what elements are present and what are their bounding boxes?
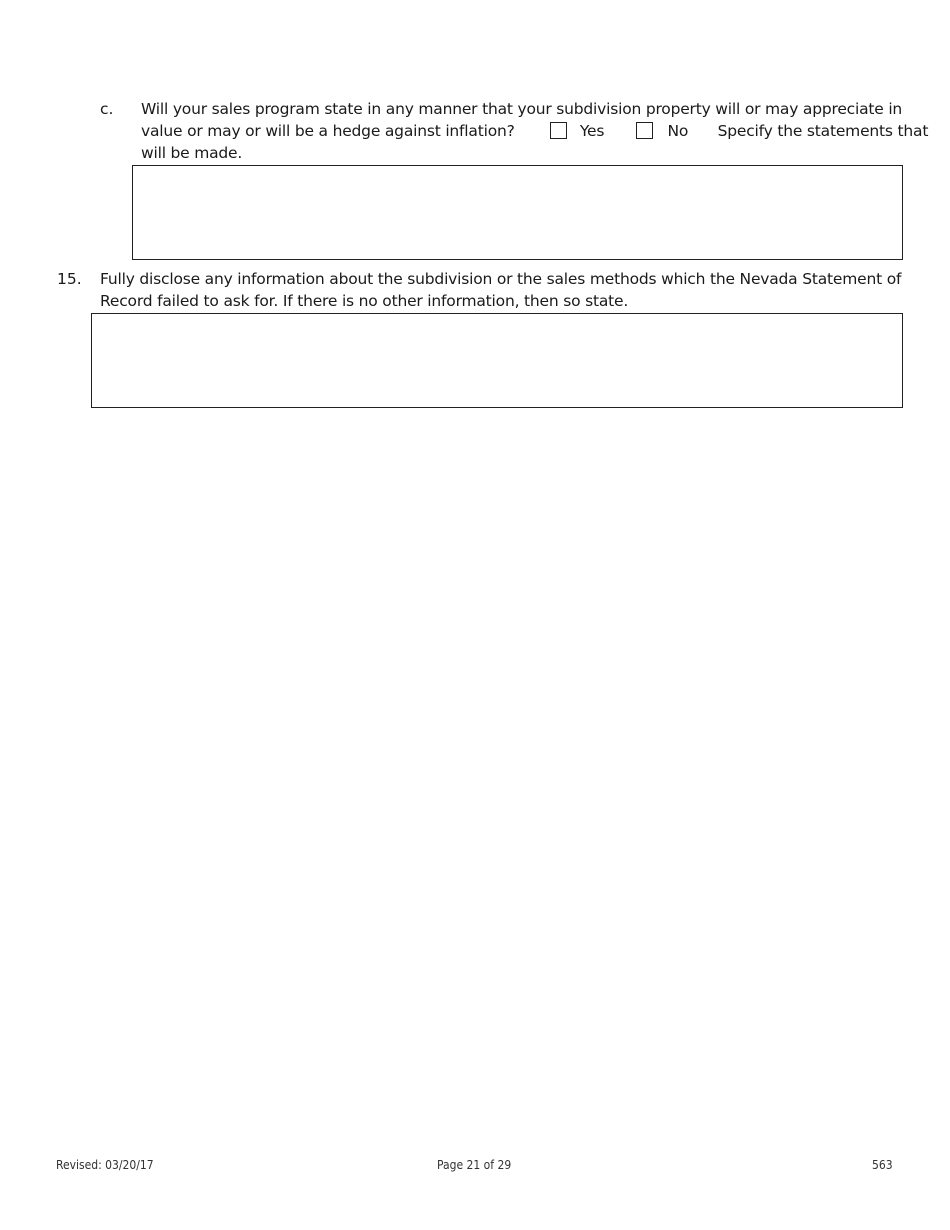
no-checkbox[interactable] xyxy=(636,122,653,139)
question-c-line2-tail: Specify the statements that xyxy=(717,122,929,140)
question-c-marker: c. xyxy=(100,100,114,118)
yes-checkbox[interactable] xyxy=(550,122,567,139)
question-c-line2 xyxy=(141,120,928,142)
question-15-marker: 15. xyxy=(57,270,82,288)
no-label: No xyxy=(667,122,689,140)
question-c-line2-text: value or may or will be a hedge against inflation? xyxy=(141,122,515,140)
question-15-line1: Fully disclose any information about the subdivision or the sales methods which the Nevada Statement of xyxy=(100,270,902,288)
question-c-line3: will be made. xyxy=(141,144,243,162)
question-15-answer-box[interactable] xyxy=(91,313,903,408)
footer-revised-date: Revised: 03/20/17 xyxy=(56,1158,154,1172)
question-c-line1: Will your sales program state in any manner that your subdivision property will or may appreciate in xyxy=(141,100,903,118)
question-15-line2: Record failed to ask for. If there is no other information, then so state. xyxy=(100,292,629,310)
footer-page-number: Page 21 of 29 xyxy=(437,1158,512,1172)
question-c-answer-box[interactable] xyxy=(132,165,903,260)
yes-label: Yes xyxy=(579,122,605,140)
footer-form-number: 563 xyxy=(872,1158,893,1172)
